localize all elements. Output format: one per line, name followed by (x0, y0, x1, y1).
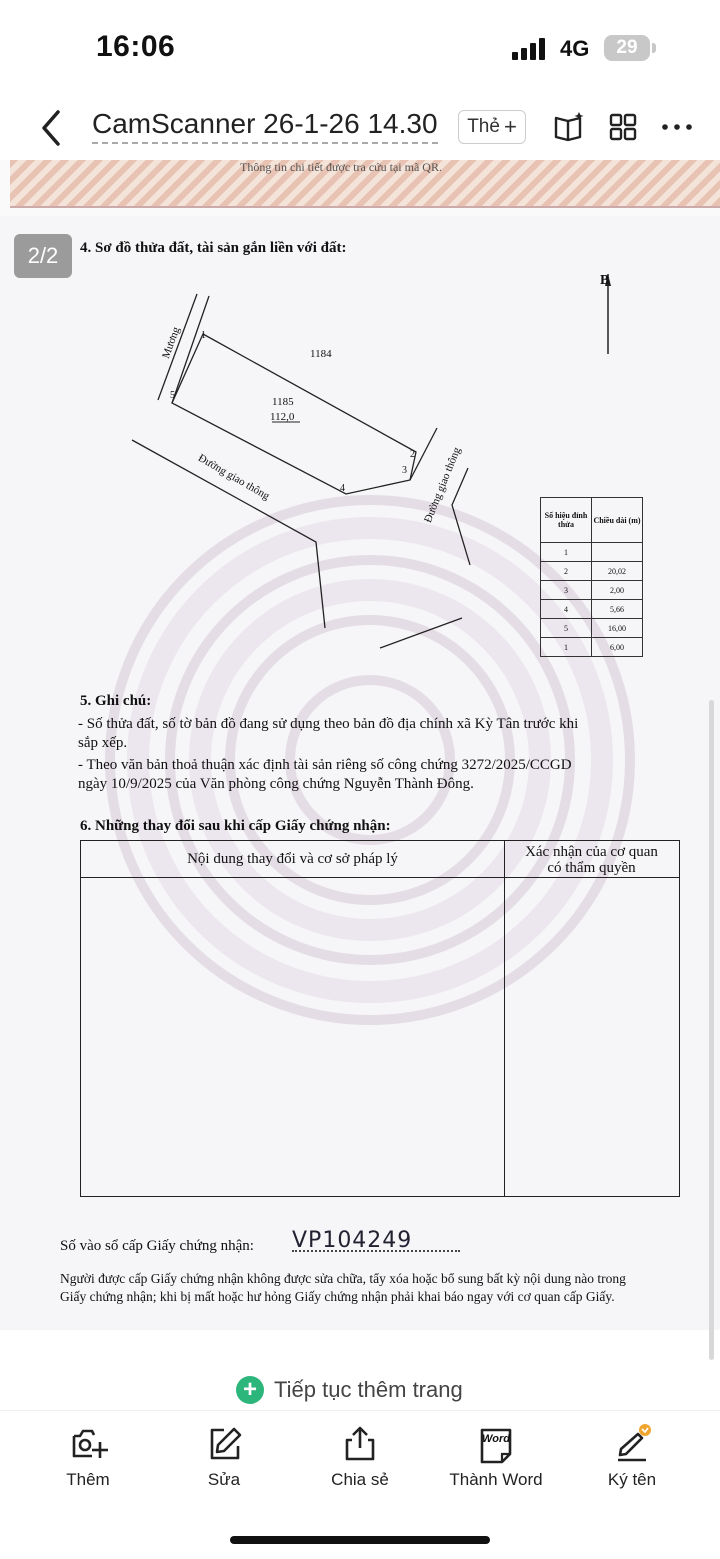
table-divider (81, 877, 679, 878)
note-line: sắp xếp. (78, 735, 128, 751)
table-row (541, 581, 643, 600)
road-right-label: Đường giao thông (422, 445, 464, 525)
continue-label: Tiếp tục thêm trang (274, 1377, 463, 1402)
note-line: - Theo văn bản thoả thuận xác định tài sản riêng số công chứng 3272/2025/CCGD (78, 757, 572, 773)
network-type: 4G (560, 36, 590, 61)
add-button[interactable] (28, 1424, 148, 1490)
continue-add-page-button[interactable] (236, 1376, 463, 1404)
section6-title: 6. Những thay đổi sau khi cấp Giấy chứng nhận: (80, 818, 391, 834)
section4-title: 4. Sơ đồ thửa đất, tài sản gắn liền với đất: (80, 240, 347, 256)
table-cell: 20,02 (592, 562, 643, 581)
table-header: Chiều dài (m) (592, 498, 643, 543)
road-left-label: Đường giao thông (196, 452, 272, 503)
table-cell: 1 (541, 638, 592, 657)
page-indicator: 2/2 (14, 234, 72, 278)
parcel-number: 1185 (272, 396, 294, 408)
table-cell: 4 (541, 600, 592, 619)
table-cell: 6,00 (592, 638, 643, 657)
border-caption: Thông tin chi tiết được tra cứu tại mã QR. (240, 160, 442, 174)
registry-label: Số vào sổ cấp Giấy chứng nhận: (60, 1238, 254, 1254)
add-circle-icon: + (236, 1376, 264, 1404)
table-row (541, 562, 643, 581)
document-page[interactable] (0, 160, 720, 1330)
toolbar-divider (0, 1410, 720, 1411)
back-icon[interactable] (34, 108, 70, 148)
changes-col-content: Nội dung thay đổi và cơ sở pháp lý (187, 851, 398, 867)
sign-button[interactable] (572, 1424, 692, 1490)
scrollbar[interactable] (709, 700, 714, 1360)
edit-label: Sửa (207, 1470, 241, 1489)
to-word-button[interactable] (436, 1424, 556, 1490)
table-header: Số hiệu đỉnh thửa (541, 498, 592, 543)
warning-text (60, 1270, 680, 1306)
table-cell: 5,66 (592, 600, 643, 619)
point-1: 1 (201, 330, 206, 341)
table-row (541, 600, 643, 619)
point-5: 5 (170, 390, 175, 401)
warning-line: Người được cấp Giấy chứng nhận không được sửa chữa, tẩy xóa hoặc bổ sung bất kỳ nội dung nào trong (60, 1271, 626, 1286)
edge-length-table (540, 497, 643, 657)
plus-icon: + (503, 114, 517, 139)
signal-icon (512, 38, 550, 60)
point-4: 4 (340, 483, 345, 494)
point-2: 2 (410, 449, 415, 460)
share-label: Chia sẻ (331, 1470, 389, 1489)
grid-icon[interactable] (606, 110, 640, 144)
share-icon (340, 1424, 380, 1464)
table-cell: 16,00 (592, 619, 643, 638)
more-icon[interactable] (660, 110, 694, 144)
table-row (541, 619, 643, 638)
add-label: Thêm (66, 1470, 110, 1489)
ditch-label: Mương (160, 325, 183, 361)
camera-add-icon (68, 1424, 108, 1464)
changes-col-confirmation (504, 844, 679, 876)
table-cell: 2,00 (592, 581, 643, 600)
status-time: 16:06 (96, 30, 176, 63)
col2-line2: có thẩm quyền (547, 860, 636, 876)
table-cell: 1 (541, 543, 592, 562)
battery-icon: 29 (604, 35, 650, 61)
share-button[interactable] (300, 1424, 420, 1490)
edit-icon (204, 1424, 244, 1464)
table-cell: 5 (541, 619, 592, 638)
word-icon-text: Word (482, 1433, 510, 1445)
table-row (541, 638, 643, 657)
section5-title: 5. Ghi chú: (80, 693, 152, 709)
word-label: Thành Word (449, 1470, 543, 1489)
tag-label: Thẻ (467, 116, 500, 137)
col2-line1: Xác nhận của cơ quan (525, 844, 658, 860)
warning-line: Giấy chứng nhận; khi bị mất hoặc hư hỏng Giấy chứng nhận phải khai báo ngay với cơ quan cấp Giấy. (60, 1289, 615, 1304)
changes-table (80, 840, 680, 1197)
table-row (541, 543, 643, 562)
tag-button[interactable] (458, 110, 526, 144)
parcel-area: 112,0 (270, 411, 295, 423)
point-3: 3 (402, 465, 407, 476)
table-cell: 3 (541, 581, 592, 600)
table-cell: 2 (541, 562, 592, 581)
signature-icon (612, 1424, 652, 1464)
document-title[interactable]: CamScanner 26-1-26 14.30 (92, 108, 438, 144)
battery-tip (652, 43, 656, 53)
note-line: - Số thửa đất, số tờ bản đồ đang sử dụng theo bản đồ địa chính xã Kỳ Tân trước khi (78, 716, 579, 732)
home-indicator[interactable] (230, 1536, 490, 1544)
edit-button[interactable] (164, 1424, 284, 1490)
sign-label: Ký tên (607, 1470, 657, 1489)
table-divider (504, 841, 505, 1196)
word-icon (476, 1424, 516, 1464)
registry-number: VP104249 (292, 1228, 413, 1253)
table-header-row (541, 498, 643, 543)
north-label: B (600, 273, 610, 288)
table-cell (592, 543, 643, 562)
note-line: ngày 10/9/2025 của Văn phòng công chứng Nguyễn Thành Đông. (78, 776, 474, 792)
neighbor-parcel-label: 1184 (310, 348, 332, 360)
book-sparkle-icon[interactable] (552, 110, 586, 144)
